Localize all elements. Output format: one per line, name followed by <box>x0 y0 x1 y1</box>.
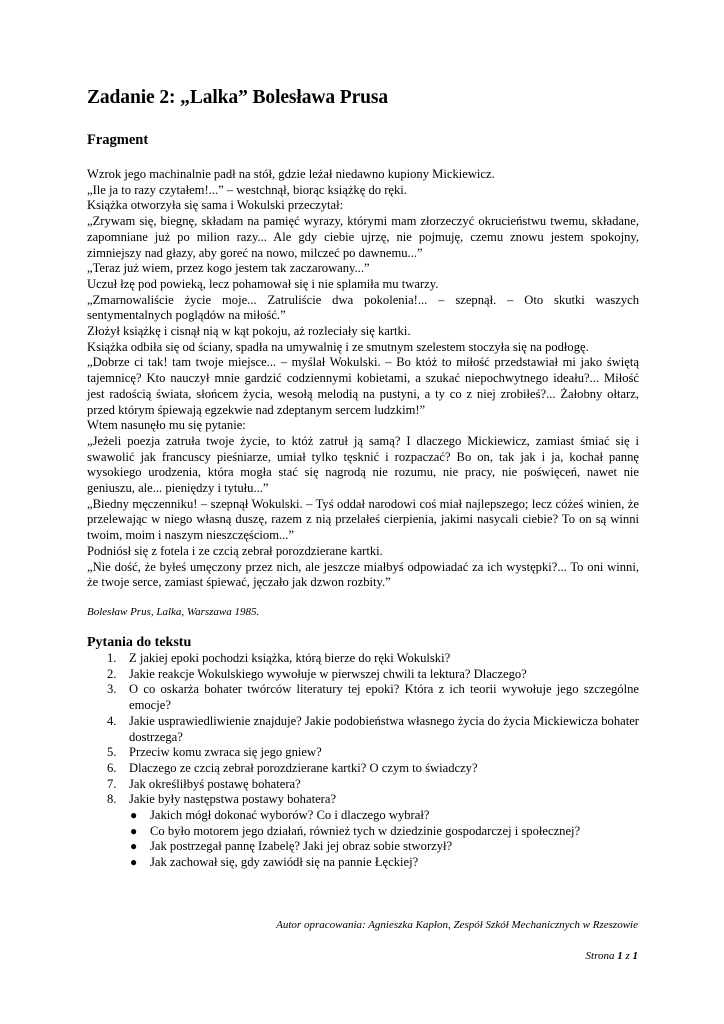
question-number: 5. <box>107 745 117 760</box>
fragment-paragraph: Wtem nasunęło mu się pytanie: <box>87 418 246 433</box>
question-item <box>87 777 639 793</box>
question-text: Przeciw komu zwraca się jego gniew? <box>129 745 322 760</box>
question-number: 4. <box>107 713 117 728</box>
question-text: Z jakiej epoki pochodzi książka, którą bierze do ręki Wokulski? <box>129 650 451 665</box>
fragment-paragraph: „Teraz już wiem, przez kogo jestem tak zaczarowany...” <box>87 261 370 276</box>
question-number: 7. <box>107 776 117 791</box>
fragment-paragraph: „Zmarnowaliście życie moje... Zatruliście dwa pokolenia!... – szepnął. – Oto skutki waszych sentymentalnych poglądów na miłość.” <box>87 292 639 323</box>
fragment-paragraph: Książka odbiła się od ściany, spadła na umywalnię i ze smutnym szelestem stoczyła się na podłogę. <box>87 339 589 354</box>
subquestion-text: Co było motorem jego działań, również tych w dziedzinie gospodarczej i społecznej? <box>150 823 581 838</box>
fragment-paragraph: „Jeżeli poezja zatruła twoje życie, to któż zatruł ją samą? I dlaczego Mickiewicz, zamiast śmiać się i swawolić jak francuscy pieśniarze, umiał tylko tęsknić i rozpaczać? Bo on, tak jak i ja, kochał pannę wysokiego urodzenia, która mogła stać się nagrodą nie rozumu, nie pracy, nie poświęceń, nawet nie geniuszu, ale... pieniędzy i tytułu...” <box>87 433 639 496</box>
fragment-paragraph: Uczuł łzę pod powieką, lecz pohamował się i nie splamiła mu twarzy. <box>87 276 439 291</box>
question-item <box>87 792 639 871</box>
subquestions-list <box>129 808 639 871</box>
fragment-paragraph: „Ile ja to razy czytałem!...” – westchnął, biorąc książkę do ręki. <box>87 182 407 197</box>
question-item <box>87 651 639 667</box>
bullet-icon: ● <box>130 839 138 854</box>
subquestion-text: Jakich mógł dokonać wyborów? Co i dlaczego wybrał? <box>150 808 430 823</box>
fragment-heading: Fragment <box>87 132 149 148</box>
question-text: Jakie reakcje Wokulskiego wywołuje w pierwszej chwili ta lektura? Dlaczego? <box>129 666 527 681</box>
question-text: O co oskarża bohater twórców literatury tej epoki? Która z ich teorii wywołuje jego szczególne emocje? <box>129 682 639 713</box>
subquestion-item <box>129 824 639 840</box>
question-number: 8. <box>107 792 117 807</box>
question-item <box>87 682 639 713</box>
subquestion-text: Jak zachował się, gdy zawiódł się na pannie Łęckiej? <box>150 855 419 870</box>
page-separator: z <box>625 950 630 962</box>
question-item <box>87 761 639 777</box>
question-number: 2. <box>107 666 117 681</box>
page-current: 1 <box>617 950 623 962</box>
document-title: Zadanie 2: „Lalka” Bolesława Prusa <box>87 87 389 108</box>
page-total: 1 <box>632 950 638 962</box>
page-number <box>586 949 638 963</box>
bullet-icon: ● <box>130 808 138 823</box>
questions-list <box>87 651 639 871</box>
fragment-paragraph: Wzrok jego machinalnie padł na stół, gdzie leżał niedawno kupiony Mickiewicz. <box>87 167 495 181</box>
bullet-icon: ● <box>130 823 138 838</box>
document-page <box>87 86 639 871</box>
fragment-paragraph: „Dobrze ci tak! tam twoje miejsce... – myślał Wokulski. – Bo któż to miłość przedstawiał mi jako świętą tajemnicę? Kto nauczył mnie gardzić codziennymi kobietami, a szukać niepochwytnego ideału?... Miłość jest radością świata, słońcem życia, wesołą melodią na pustyni, a ty co z niej zrobiłeś?... Żałobny ołtarz, przed którym śpiewają egzekwie nad zdeptanym sercem ludzkim!” <box>87 355 639 417</box>
question-number: 3. <box>107 682 117 697</box>
question-text: Dlaczego ze czcią zebrał porozdzierane kartki? O czym to świadczy? <box>129 760 478 775</box>
question-item <box>87 667 639 683</box>
footer-author: Autor opracowania: Agnieszka Kapłon, Zespół Szkół Mechanicznych w Rzeszowie <box>276 919 638 931</box>
fragment-paragraph: „Biedny męczenniku! – szepnął Wokulski. – Tyś oddał narodowi coś miał najlepszego; lecz cóżeś winien, że przelewając w niego własną duszę, razem z nią przelałeś cierpienia, jakimi nasycali ciebie? To on są winni twoim, moim i naszym nieszczęściom...” <box>87 496 639 543</box>
question-number: 6. <box>107 760 117 775</box>
fragment-paragraph: „Nie dość, że byłeś umęczony przez nich, ale jeszcze miałbyś odpowiadać za ich występki?... To oni winni, że twoje serce, zamiast śpiewać, jęczało jak dzwon rozbity.” <box>87 559 639 590</box>
subquestion-item <box>129 808 639 824</box>
subquestion-item <box>129 855 639 871</box>
question-text: Jak określiłbyś postawę bohatera? <box>129 776 301 791</box>
fragment-paragraph: Podniósł się z fotela i ze czcią zebrał porozdzierane kartki. <box>87 543 383 558</box>
question-text: Jakie usprawiedliwienie znajduje? Jakie podobieństwa własnego życia do życia Mickiewicza bohater dostrzega? <box>129 713 639 744</box>
fragment-paragraph: „Zrywam się, biegnę, składam na pamięć wyrazy, którymi mam złorzeczyć okrucieństwu twemu, składane, zapomniane już po milion razy... Ale gdy ciebie ujrzę, nie pojmuję, czemu znowu jestem spokojny, zimniejszy nad głazy, aby goreć na nowo, milczeć po dawnemu...” <box>87 214 639 260</box>
question-number: 1. <box>107 650 117 665</box>
question-item <box>87 714 639 745</box>
fragment-paragraph: Książka otworzyła się sama i Wokulski przeczytał: <box>87 198 344 213</box>
question-text: Jakie były następstwa postawy bohatera? <box>129 792 337 807</box>
subquestion-text: Jak postrzegał pannę Izabelę? Jaki jej obraz sobie stworzył? <box>150 839 453 854</box>
bullet-icon: ● <box>130 855 138 870</box>
subquestion-item <box>129 839 639 855</box>
source-citation: Bolesław Prus, Lalka, Warszawa 1985. <box>87 605 260 618</box>
questions-heading: Pytania do tekstu <box>87 634 192 650</box>
question-item <box>87 745 639 761</box>
page-label: Strona <box>585 950 615 962</box>
fragment-paragraph: Złożył książkę i cisnął nią w kąt pokoju, aż rozleciały się kartki. <box>87 324 411 339</box>
fragment-text <box>87 167 639 591</box>
